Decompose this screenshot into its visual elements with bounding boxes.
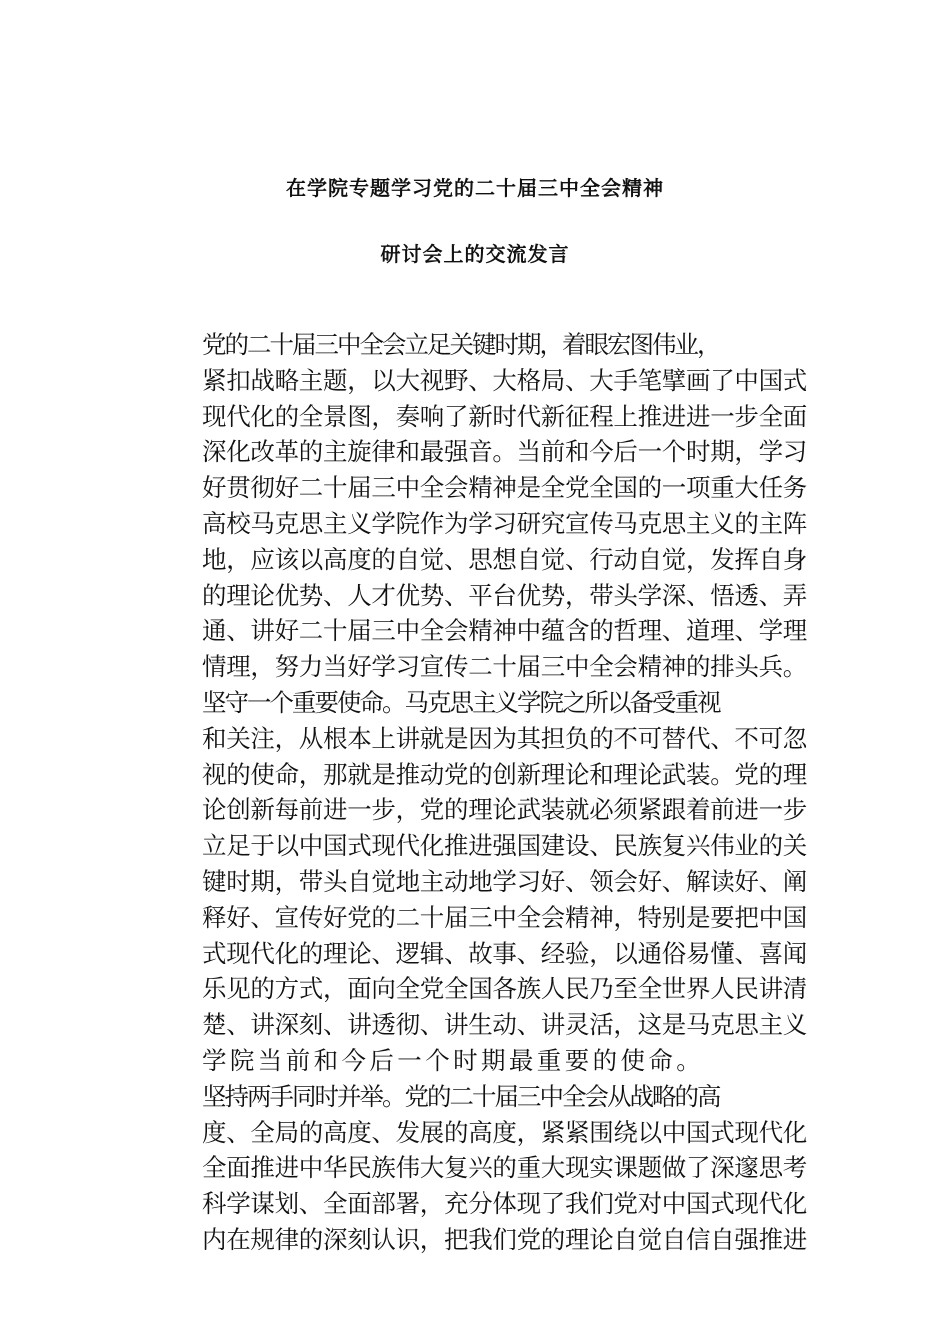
document-body [148, 327, 808, 1258]
paragraph-line: 全面推进中华民族伟大复兴的重大现实课题做了深邃思考 [202, 1153, 807, 1183]
paragraph-line: 科学谋划、全面部署，充分体现了我们党对中国式现代化 [202, 1189, 807, 1219]
paragraph-line: 学院当前和今后一个时期最重要的使命。 [202, 1045, 705, 1075]
paragraph-line: 好贯彻好二十届三中全会精神是全党全国的一项重大任务 [202, 473, 807, 503]
paragraph-line: 键时期，带头自觉地主动地学习好、领会好、解读好、阐 [202, 866, 807, 896]
document-title-line-2: 研讨会上的交流发言 [380, 242, 570, 266]
paragraph-line: 论创新每前进一步，党的理论武装就必须紧跟着前进一步 [202, 795, 807, 825]
paragraph [148, 685, 808, 1079]
paragraph-line: 深化改革的主旋律和最强音。当前和今后一个时期，学习 [202, 437, 807, 467]
paragraph [148, 327, 808, 685]
paragraph-line: 情理，努力当好学习宣传二十届三中全会精神的排头兵。 [202, 652, 807, 682]
paragraph-line: 现代化的全景图，奏响了新时代新征程上推进进一步全面 [202, 401, 807, 431]
paragraph-line: 楚、讲深刻、讲透彻、讲生动、讲灵活，这是马克思主义 [202, 1010, 807, 1040]
paragraph-line: 乐见的方式，面向全党全国各族人民乃至全世界人民讲清 [202, 974, 807, 1004]
paragraph-line: 紧扣战略主题，以大视野、大格局、大手笔擘画了中国式 [202, 365, 807, 395]
paragraph-line: 党的二十届三中全会立足关键时期，着眼宏图伟业， [202, 330, 720, 359]
paragraph-line: 地，应该以高度的自觉、思想自觉、行动自觉，发挥自身 [202, 544, 807, 574]
paragraph [148, 1079, 808, 1258]
paragraph-line: 的理论优势、人才优势、平台优势，带头学深、悟透、弄 [202, 580, 807, 610]
paragraph-line: 高校马克思主义学院作为学习研究宣传马克思主义的主阵 [202, 508, 807, 538]
paragraph-line: 立足于以中国式现代化推进强国建设、民族复兴伟业的关 [202, 831, 807, 861]
paragraph-line: 通、讲好二十届三中全会精神中蕴含的哲理、道理、学理 [202, 616, 807, 646]
paragraph-line: 坚守一个重要使命。马克思主义学院之所以备受重视 [202, 687, 720, 717]
document-title-line-1: 在学院专题学习党的二十届三中全会精神 [286, 176, 664, 200]
paragraph-line: 和关注，从根本上讲就是因为其担负的不可替代、不可忽 [202, 723, 807, 753]
paragraph-line: 度、全局的高度、发展的高度，紧紧围绕以中国式现代化 [202, 1117, 807, 1147]
paragraph-line: 坚持两手同时并举。党的二十届三中全会从战略的高 [202, 1081, 720, 1111]
paragraph-line: 视的使命，那就是推动党的创新理论和理论武装。党的理 [202, 759, 807, 789]
paragraph-line: 释好、宣传好党的二十届三中全会精神，特别是要把中国 [202, 902, 807, 932]
paragraph-line: 式现代化的理论、逻辑、故事、经验，以通俗易懂、喜闻 [202, 938, 807, 968]
paragraph-line: 内在规律的深刻认识，把我们党的理论自觉自信自强推进 [202, 1224, 807, 1254]
